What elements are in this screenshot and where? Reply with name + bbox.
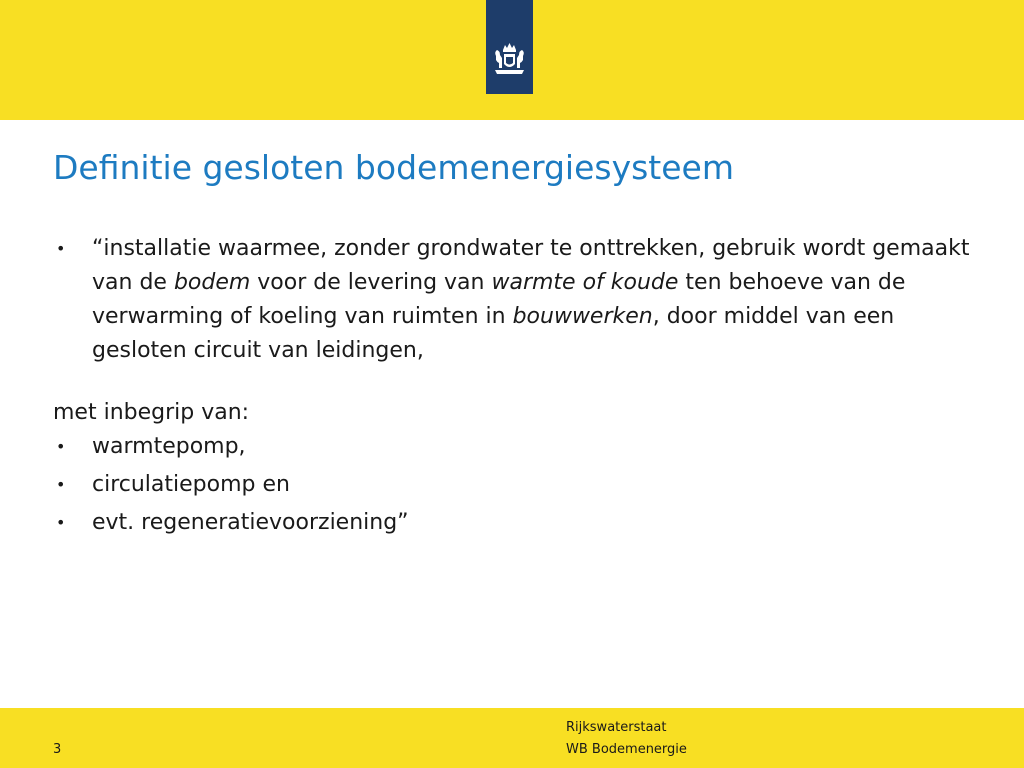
list-item — [53, 430, 993, 468]
intro-text: met inbegrip van: — [53, 400, 250, 425]
definition-text: “installatie waarmee, zonder grondwater te onttrekken, gebruik wordt gemaakt van de bodem voor de levering van warmte of koude ten behoeve van de verwarming of koeling van ruimten in bouwwerken, door middel van een gesloten circuit van leidingen, — [92, 236, 970, 363]
page-number: 3 — [53, 742, 62, 757]
list-item-text: evt. regeneratievoorziening” — [92, 510, 409, 535]
term-bouwwerken: bouwwerken — [512, 304, 653, 329]
footer-organization: Rijkswaterstaat — [566, 720, 667, 735]
term-warmte-of-koude: warmte of koude — [491, 270, 679, 295]
bullet-icon: • — [56, 513, 66, 532]
list-item — [53, 468, 993, 506]
slide-body — [53, 232, 993, 544]
bullet-icon: • — [56, 239, 66, 258]
rijksoverheid-logo — [486, 0, 533, 94]
footer-band — [0, 708, 1024, 768]
definition-bullet — [53, 232, 993, 368]
spacer — [53, 368, 993, 396]
slide-title: Definitie gesloten bodemenergiesysteem — [53, 148, 734, 187]
footer-department: WB Bodemenergie — [566, 742, 687, 757]
coat-of-arms-icon — [486, 0, 533, 94]
bullet-icon: • — [56, 437, 66, 456]
list-item — [53, 506, 993, 544]
term-bodem: bodem — [173, 270, 251, 295]
list-item-text: circulatiepomp en — [92, 472, 290, 497]
list-item-text: warmtepomp, — [92, 434, 246, 459]
bullet-icon: • — [56, 475, 66, 494]
